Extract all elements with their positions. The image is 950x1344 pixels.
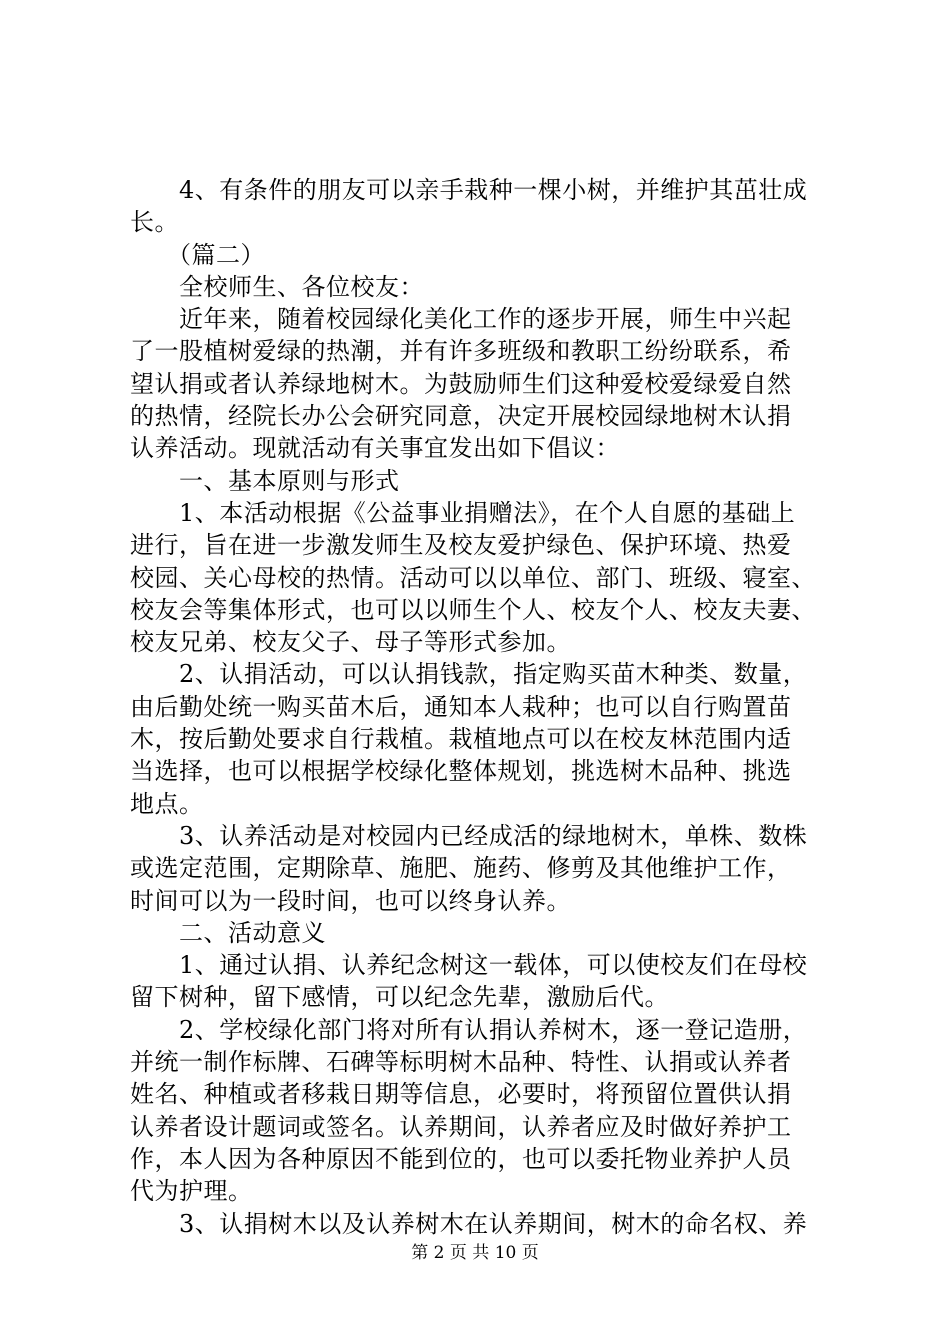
text-line: 并统一制作标牌、石碑等标明树木品种、特性、认捐或认养者 [130,1048,792,1077]
text-line: 2、认捐活动，可以认捐钱款，指定购买苗木种类、数量， [130,660,808,689]
text-line: 当选择，也可以根据学校绿化整体规划，挑选树木品种、挑选 [130,757,792,786]
text-line: 校友会等集体形式，也可以以师生个人、校友个人、校友夫妻、 [130,595,816,624]
text-line: 时间可以为一段时间，也可以终身认养。 [130,886,571,915]
text-line: 望认捐或者认养绿地树木。为鼓励师生们这种爱校爱绿爱自然 [130,369,792,398]
page-footer: 第 2 页 共 10 页 [411,1243,539,1263]
text-line: 二、活动意义 [130,918,326,947]
text-line: 近年来，随着校园绿化美化工作的逐步开展，师生中兴起 [130,305,792,334]
text-line: 全校师生、各位校友： [130,272,424,301]
text-line: 校友兄弟、校友父子、母子等形式参加。 [130,628,571,657]
text-line: 校园、关心母校的热情。活动可以以单位、部门、班级、寝室、 [130,563,816,592]
text-line: 2、学校绿化部门将对所有认捐认养树木，逐一登记造册， [130,1015,808,1044]
text-line: 认养活动。现就活动有关事宜发出如下倡议： [130,434,620,463]
text-line: 长。 [130,208,179,237]
text-line: 4、有条件的朋友可以亲手栽种一棵小树，并维护其茁壮成 [130,176,808,204]
text-line: 木，按后勤处要求自行栽植。栽植地点可以在校友林范围内适 [130,725,792,754]
text-line: 1、本活动根据《公益事业捐赠法》，在个人自愿的基础上 [130,498,796,527]
text-line: 的热情，经院长办公会研究同意，决定开展校园绿地树木认捐 [130,402,792,431]
text-line: 3、认捐树木以及认养树木在认养期间，树木的命名权、养 [130,1209,808,1238]
text-line: 一、基本原则与形式 [130,466,400,495]
text-line: 由后勤处统一购买苗木后，通知本人栽种；也可以自行购置苗 [130,692,792,721]
text-line: 了一股植树爱绿的热潮，并有许多班级和教职工纷纷联系，希 [130,337,792,366]
text-line: 姓名、种植或者移栽日期等信息，必要时，将预留位置供认捐 [130,1080,792,1109]
text-line: 代为护理。 [130,1177,253,1206]
text-line: 地点。 [130,789,204,818]
document-body [130,174,830,1240]
text-line: （篇二） [130,240,265,269]
text-line: 认养者设计题词或签名。认养期间，认养者应及时做好养护工 [130,1112,792,1141]
text-line: 1、通过认捐、认养纪念树这一载体，可以使校友们在母校 [130,951,808,980]
text-line: 3、认养活动是对校园内已经成活的绿地树木，单株、数株 [130,821,808,850]
text-line: 或选定范围，定期除草、施肥、施药、修剪及其他维护工作， [130,854,792,883]
text-line: 进行，旨在进一步激发师生及校友爱护绿色、保护环境、热爱 [130,531,792,560]
text-line: 作，本人因为各种原因不能到位的，也可以委托物业养护人员 [130,1144,792,1173]
text-line: 留下树种，留下感情，可以纪念先辈，激励后代。 [130,983,669,1012]
